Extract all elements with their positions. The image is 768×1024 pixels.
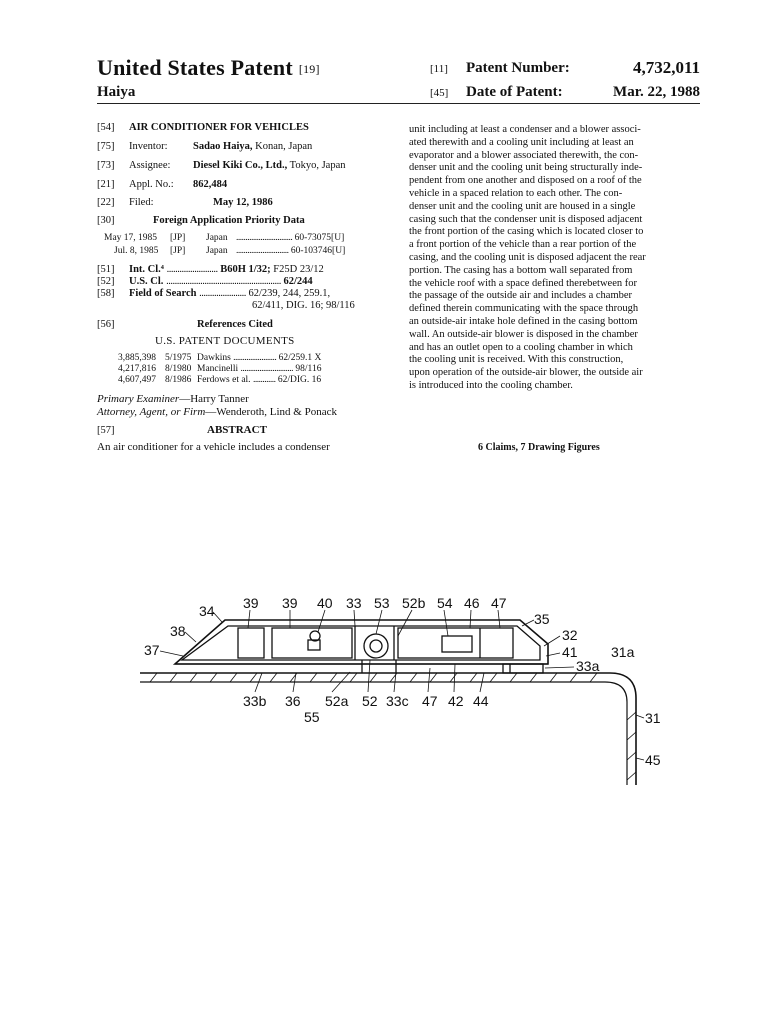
fig-label: 33b [243, 693, 267, 709]
abstract-line: and has an outlet open to a cooling chamber in which [409, 341, 633, 353]
patent-number-label: Patent Number: [466, 60, 570, 76]
abstract-line: casing such that the condenser unit is disposed adjacent [409, 213, 643, 225]
appl-no-row: [21] Appl. No.: 862,484 [97, 179, 228, 190]
reference-row: 4,217,816 8/1980 Mancinelli ............................ 98/116 [118, 364, 322, 374]
fig-label: 52b [402, 595, 426, 611]
abstract-line: portion. The casing has a bottom wall separated from [409, 264, 633, 276]
fig-label: 54 [437, 595, 453, 611]
field-of-search-row: [58] Field of Search ...................... 62/239, 244, 259.1, [97, 288, 331, 299]
fig-label: 31 [645, 710, 661, 726]
abstract-line: vehicle in a spaced relation to each other. The con- [409, 187, 623, 199]
patent-number: 4,732,011 [632, 58, 700, 77]
field-of-search-cont: 62/411, DIG. 16; 98/116 [252, 300, 355, 311]
abstract-line: denser unit and the cooling unit are housed in a single [409, 200, 636, 212]
patent-title-heading: United States Patent [19] [97, 55, 320, 80]
title-row: [54] AIR CONDITIONER FOR VEHICLES [97, 122, 309, 133]
us-patent-documents-heading: U.S. PATENT DOCUMENTS [155, 335, 295, 347]
date-of-patent-row: [45] Date of Patent: Mar. 22, 1988 [430, 84, 700, 100]
fig-label: 47 [491, 595, 507, 611]
priority-entry: Jul. 8, 1985 [JP] Japan ............................ 60-103746[U] [114, 246, 346, 256]
int-cl-row: [51] Int. Cl.⁴ ........................ B60H 1/32; F25D 23/12 [97, 264, 324, 275]
references-heading-row: [56] References Cited [97, 319, 273, 330]
attorney: Attorney, Agent, or Firm—Wenderoth, Lind & Ponack [97, 406, 337, 418]
abstract-line: casing, and the cooling unit is disposed adjacent the rear [409, 251, 646, 263]
fig-label: 52a [325, 693, 349, 709]
abstract-line: evaporator and a blower associated therewith, the con- [409, 149, 639, 161]
abstract-line: the cooling unit is received. With this construction, [409, 354, 624, 366]
inventor-surname: Haiya [97, 84, 136, 100]
invention-title: AIR CONDITIONER FOR VEHICLES [129, 122, 309, 133]
priority-entry: May 17, 1985 [JP] Japan .............................. 60-73075[U] [104, 233, 345, 243]
fig-label: 53 [374, 595, 390, 611]
fig-label: 33c [386, 693, 409, 709]
date-label: Date of Patent: [466, 84, 563, 100]
abstract-line: pendent from one another and disposed on a roof of the [409, 175, 642, 187]
fig-label: 32 [562, 627, 578, 643]
reference-row: 3,885,398 5/1975 Dawkins ....................... 62/259.1 X [118, 353, 322, 363]
abstract-line: wall. An outside-air blower is disposed in the chamber [409, 328, 638, 340]
header-rule [97, 103, 700, 104]
abstract-heading-row: [57] ABSTRACT [97, 424, 267, 436]
inventor-row: [75] Inventor: Sadao Haiya, Konan, Japan [97, 141, 313, 152]
claims-line: 6 Claims, 7 Drawing Figures [478, 442, 600, 453]
filed-row: [22] Filed: May 12, 1986 [97, 197, 273, 208]
fig-label: 47 [422, 693, 438, 709]
fig-label: 36 [285, 693, 301, 709]
abstract-line: a front portion of the vehicle than a rear portion of the [409, 239, 637, 251]
title-code: [19] [298, 62, 320, 76]
fig-label: 44 [473, 693, 489, 709]
fig-label: 45 [645, 752, 661, 768]
abstract-start: An air conditioner for a vehicle includes a condenser [97, 441, 330, 453]
priority-heading-row: [30] Foreign Application Priority Data [97, 215, 305, 226]
fig-label: 37 [144, 642, 160, 658]
reference-row: 4,607,497 8/1986 Ferdows et al. ............ 62/DIG. 16 [118, 375, 322, 385]
abstract-line: an outside-air intake hole defined in the casing bottom [409, 315, 638, 327]
abstract-continuation [409, 124, 699, 393]
fig-label: 35 [534, 611, 550, 627]
us-cl-row: [52] U.S. Cl. ...................................................... 62/244 [97, 276, 313, 287]
fig-label: 40 [317, 595, 333, 611]
abstract-line: the vehicle roof with a space defined therebetween for [409, 277, 637, 289]
abstract-line: the front portion of the casing which is located closer to [409, 226, 644, 238]
abstract-line: ated therewith and a cooling unit including at least an [409, 136, 634, 148]
fig-label: 46 [464, 595, 480, 611]
fig-label: 55 [304, 709, 320, 725]
abstract-line: denser unit and the cooling unit being structurally inde- [409, 162, 643, 174]
abstract-line: is introduced into the cooling chamber. [409, 379, 573, 391]
abstract-line: defined therein communicating with the space through [409, 303, 639, 315]
abstract-line: unit including at least a condenser and a blower associ- [409, 124, 641, 135]
fig-label: 34 [199, 603, 215, 619]
fig-label: 38 [170, 623, 186, 639]
fig-label: 33 [346, 595, 362, 611]
fig-label: 52 [362, 693, 378, 709]
fig-label: 41 [562, 644, 578, 660]
fig-label: 33a [576, 658, 600, 674]
fig-label: 39 [282, 595, 298, 611]
abstract-line: upon operation of the outside-air blower, the outside air [409, 367, 643, 379]
fig-label: 39 [243, 595, 259, 611]
date-of-patent: Mar. 22, 1988 [613, 84, 700, 100]
fig-label: 42 [448, 693, 464, 709]
abstract-line: the passage of the outside air and includes a chamber [409, 290, 633, 302]
fig-label: 31a [611, 644, 635, 660]
assignee-row: [73] Assignee: Diesel Kiki Co., Ltd., Tokyo, Japan [97, 160, 346, 171]
drawing-figure [0, 560, 768, 800]
patent-number-row: [11] Patent Number: 4,732,011 [430, 58, 700, 77]
primary-examiner: Primary Examiner—Harry Tanner [97, 393, 249, 405]
